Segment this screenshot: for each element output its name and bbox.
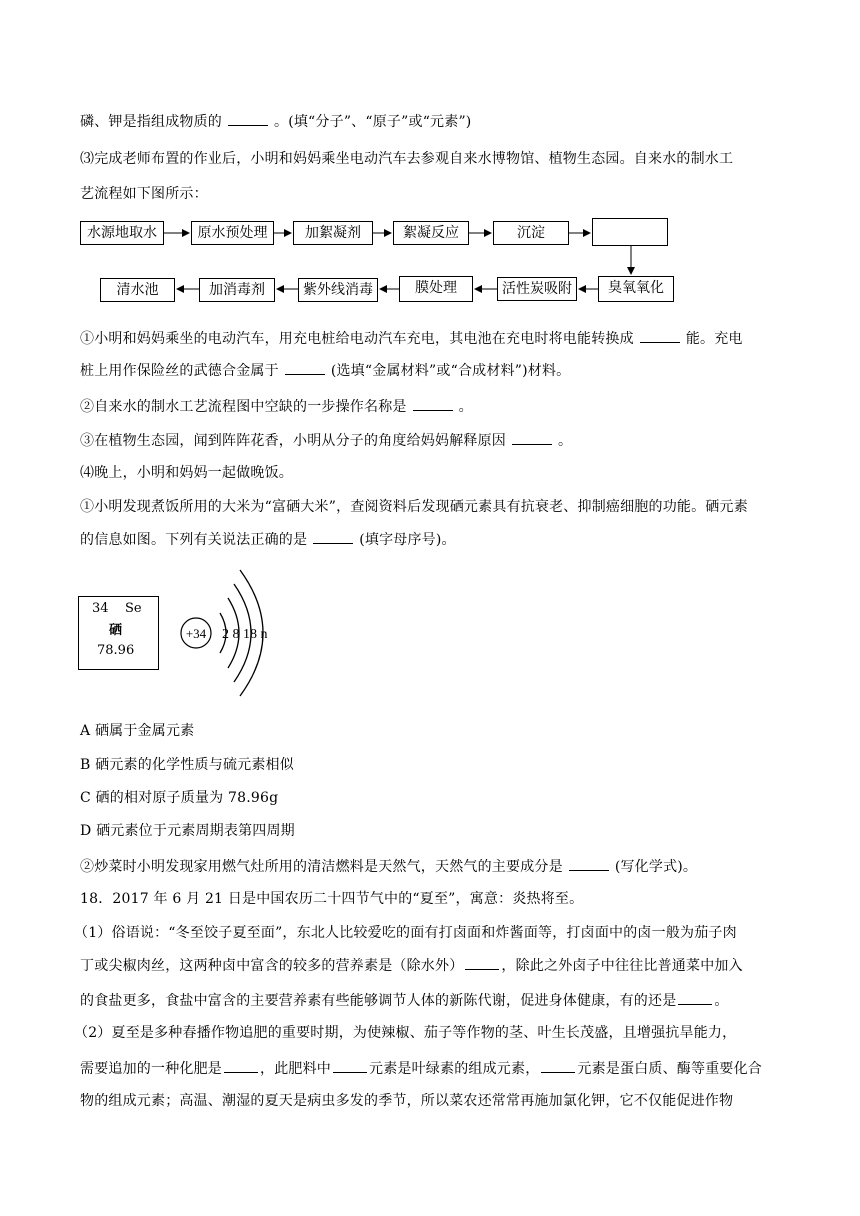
option-c: C 硒的相对原子质量为 78.96g [80, 790, 279, 806]
atomic-number: 34 [92, 601, 109, 616]
selenium-atom-structure [170, 560, 290, 705]
option-d: D 硒元素位于元素周期表第四周期 [80, 823, 295, 839]
text-line: 丁或尖椒肉丝，这两种卤中富含的较多的营养素是（除水外） ，除此之外卤子中往往比普通菜中加入 [80, 955, 743, 976]
text-line: ⑷晚上，小明和妈妈一起做晚饭。 [80, 465, 293, 481]
answer-blank[interactable] [678, 990, 712, 1005]
answer-blank[interactable] [512, 430, 552, 445]
flow-step: 原水预处理 [191, 221, 274, 245]
option-a: A 硒属于金属元素 [80, 723, 195, 739]
answer-blank[interactable] [313, 529, 353, 544]
flow-step: 絮凝反应 [393, 221, 469, 245]
flow-step: 紫外线消毒 [298, 278, 378, 302]
question-18-title: 18．2017 年 6 月 21 日是中国农历二十四节气中的“夏至”，寓意：炎热将至。 [80, 891, 584, 907]
flow-step: 膜处理 [399, 276, 473, 302]
text-line: 磷、钾是指组成物质的 。(填“分子”、“原子”或“元素”) [80, 111, 471, 132]
text-line: 的信息如图。下列有关说法正确的是 (填字母序号)。 [80, 529, 456, 550]
text-line: ②自来水的制水工艺流程图中空缺的一步操作名称是 。 [80, 396, 473, 417]
electron-counts: 2 8 18 n [222, 627, 268, 642]
text-line: ⑶完成老师布置的作业后，小明和妈妈乘坐电动汽车去参观自来水博物馆、植物生态园。自来水的制水工 [80, 151, 734, 167]
text-line: ①小明和妈妈乘坐的电动汽车，用充电桩给电动汽车充电，其电池在充电时将电能转换成 能。充电 [80, 328, 743, 349]
flow-arrows [0, 0, 860, 320]
flow-step: 活性炭吸附 [497, 277, 577, 301]
flow-step: 沉淀 [493, 221, 569, 245]
text-line: 桩上用作保险丝的武德合金属于 (选填“金属材料”或“合成材料”)材料。 [80, 360, 570, 381]
answer-blank[interactable] [333, 1058, 367, 1073]
nucleus-charge: +34 [185, 626, 207, 641]
text-line: 需要追加的一种化肥是 ，此肥料中 元素是叶绿素的组成元素， 元素是蛋白质、酶等重要化合 [80, 1058, 762, 1079]
text-line: ①小明发现煮饭所用的大米为“富硒大米”，查阅资料后发现硒元素具有抗衰老、抑制癌细胞的功能。硒元素 [80, 499, 748, 515]
flow-step: 臭氧氧化 [598, 276, 674, 302]
answer-blank[interactable] [640, 328, 680, 343]
text-line: （1）俗语说：“冬至饺子夏至面”，东北人比较爱吃的面有打卤面和炸酱面等，打卤面中的卤一般为茄子肉 [74, 925, 737, 941]
answer-blank[interactable] [569, 856, 609, 871]
answer-blank[interactable] [541, 1058, 575, 1073]
text-line: 物的组成元素；高温、潮湿的夏天是病虫多发的季节，所以菜农还常常再施加氯化钾，它不仅能促进作物 [80, 1093, 734, 1109]
element-symbol: Se [125, 601, 142, 616]
answer-blank[interactable] [465, 955, 499, 970]
flow-step: 加消毒剂 [199, 278, 275, 302]
text-line: ②炒菜时小明发现家用燃气灶所用的清洁燃料是天然气，天然气的主要成分是 (写化学式)。 [80, 856, 697, 877]
atomic-mass: 78.96 [97, 643, 135, 658]
text-line: 艺流程如下图所示： [80, 186, 208, 202]
answer-blank[interactable] [413, 396, 453, 411]
text-line: 的食盐更多，食盐中富含的主要营养素有些能够调节人体的新陈代谢，促进身体健康，有的还是 。 [80, 990, 729, 1011]
flow-step: 水源地取水 [80, 221, 164, 245]
flow-step: 加絮凝剂 [293, 221, 373, 245]
element-name: 硒 [109, 623, 123, 638]
option-b: B 硒元素的化学性质与硫元素相似 [80, 757, 294, 773]
selenium-element-card [78, 596, 159, 670]
answer-blank[interactable] [285, 360, 325, 375]
text-line: ③在植物生态园，闻到阵阵花香，小明从分子的角度给妈妈解释原因 。 [80, 430, 572, 451]
text-line: （2）夏至是多种春播作物追肥的重要时期，为使辣椒、茄子等作物的茎、叶生长茂盛，且增强抗旱能力， [74, 1025, 737, 1041]
flow-step: 清水池 [100, 278, 175, 302]
answer-blank[interactable] [224, 1058, 258, 1073]
